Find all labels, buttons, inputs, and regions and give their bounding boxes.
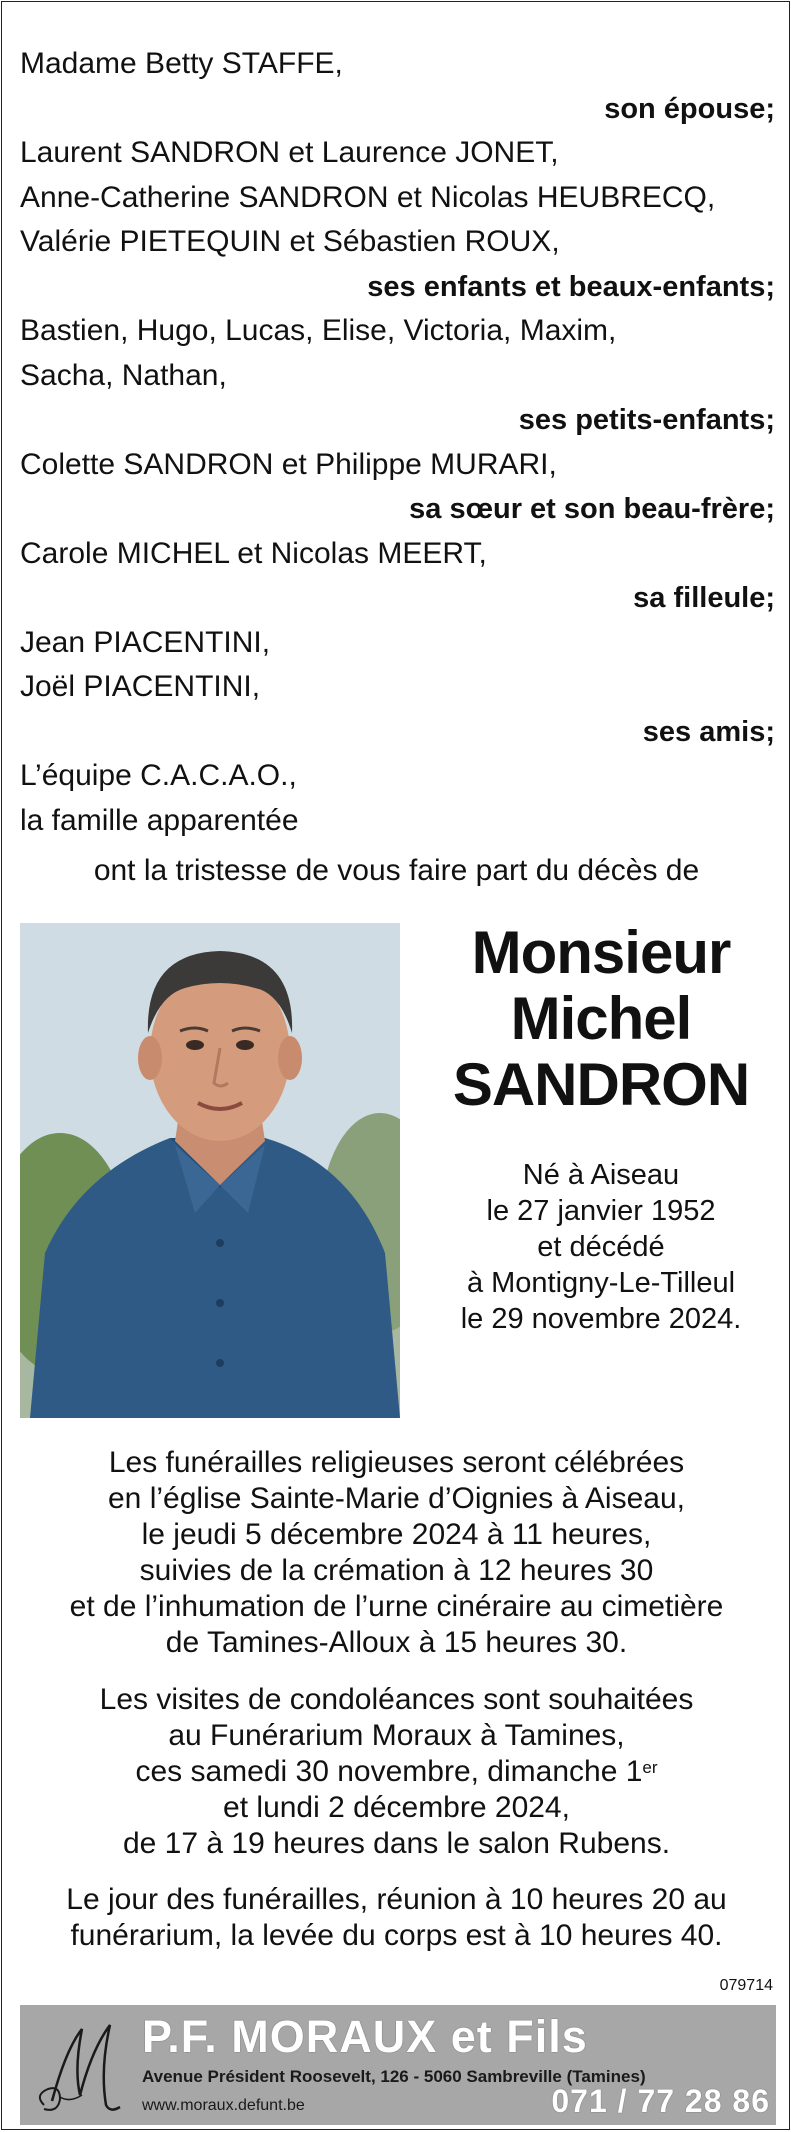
relationship-label: sa filleule; xyxy=(633,582,775,614)
dates-line: le 29 novembre 2024. xyxy=(460,1303,742,1335)
announcement-text: ont la tristesse de vous faire part du décès de xyxy=(93,854,700,887)
company-phone[interactable]: 071 / 77 28 86 xyxy=(551,2083,770,2119)
birth-death-dates xyxy=(412,1157,790,1337)
funeral-line: le jeudi 5 décembre 2024 à 11 heures, xyxy=(141,1518,652,1551)
family-list xyxy=(20,42,775,843)
family-member-line: la famille apparentée xyxy=(20,803,299,837)
family-member-line: Valérie PIETEQUIN et Sébastien ROUX, xyxy=(20,225,560,258)
relationship-label: son épouse; xyxy=(604,92,775,125)
obituary-page xyxy=(1,1,790,2130)
dates-line: le 27 janvier 1952 xyxy=(486,1195,716,1227)
ordinal-suffix: er xyxy=(642,1758,658,1777)
deceased-last-name: SANDRON xyxy=(452,1051,750,1118)
dates-line: à Montigny-Le-Tilleul xyxy=(466,1267,736,1299)
funeral-home-banner xyxy=(20,2005,776,2125)
condolence-visits xyxy=(2,1682,791,1862)
family-member-line: Jean PIACENTINI, xyxy=(20,625,271,659)
family-member-line: Anne-Catherine SANDRON et Nicolas HEUBRECQ, xyxy=(20,180,716,214)
company-name: P.F. MORAUX et Fils xyxy=(142,2011,588,2062)
reference-number: 079714 xyxy=(719,1977,773,1994)
funeral-line: suivies de la crémation à 12 heures 30 xyxy=(139,1554,654,1587)
visits-line: et lundi 2 décembre 2024, xyxy=(223,1791,570,1824)
family-member-line: Madame Betty STAFFE, xyxy=(20,47,343,80)
gathering-line: funérarium, la levée du corps est à 10 heures 40. xyxy=(70,1919,723,1952)
deceased-name xyxy=(412,920,790,1118)
funeral-line: et de l’inhumation de l’urne cinéraire au cimetière xyxy=(69,1590,724,1623)
company-address: Avenue Président Roosevelt, 126 - 5060 Sambreville (Tamines) xyxy=(142,2067,646,2086)
funeral-line: de Tamines-Alloux à 15 heures 30. xyxy=(165,1626,628,1659)
funeral-line: en l’église Sainte-Marie d’Oignies à Aiseau, xyxy=(108,1482,685,1515)
gathering-info xyxy=(2,1882,791,1954)
relationship-label: ses amis; xyxy=(642,715,775,748)
family-member-line: Bastien, Hugo, Lucas, Elise, Victoria, Maxim, xyxy=(20,314,617,347)
deceased-title: Monsieur xyxy=(471,919,731,986)
family-member-line: Carole MICHEL et Nicolas MEERT, xyxy=(20,536,487,570)
dates-line: et décédé xyxy=(537,1231,665,1263)
deceased-photo xyxy=(20,923,400,1418)
gathering-line: Le jour des funérailles, réunion à 10 heures 20 au xyxy=(66,1883,727,1916)
dates-line: Né à Aiseau xyxy=(522,1159,680,1191)
family-member-line: Joël PIACENTINI, xyxy=(20,670,261,703)
funeral-line: Les funérailles religieuses seront célébrées xyxy=(108,1446,685,1479)
visits-line: de 17 à 19 heures dans le salon Rubens. xyxy=(122,1827,671,1860)
company-website[interactable]: www.moraux.defunt.be xyxy=(142,2097,305,2114)
family-member-line: L’équipe C.A.C.A.O., xyxy=(20,759,297,792)
relationship-label: ses enfants et beaux-enfants; xyxy=(367,270,775,303)
visits-line: Les visites de condoléances sont souhaitées xyxy=(99,1683,694,1716)
family-member-line: Laurent SANDRON et Laurence JONET, xyxy=(20,136,559,169)
monogram-logo xyxy=(30,2009,130,2121)
family-member-line: Colette SANDRON et Philippe MURARI, xyxy=(20,447,557,481)
deceased-first-name: Michel xyxy=(510,985,692,1052)
funeral-details xyxy=(2,1445,791,1661)
relationship-label: ses petits-enfants; xyxy=(518,404,775,436)
relationship-label: sa sœur et son beau-frère; xyxy=(409,493,775,525)
visits-line xyxy=(2,1754,791,1790)
visits-line-text: ces samedi 30 novembre, dimanche 1 xyxy=(135,1755,643,1788)
family-member-line: Sacha, Nathan, xyxy=(20,358,227,392)
visits-line: au Funérarium Moraux à Tamines, xyxy=(168,1719,625,1752)
